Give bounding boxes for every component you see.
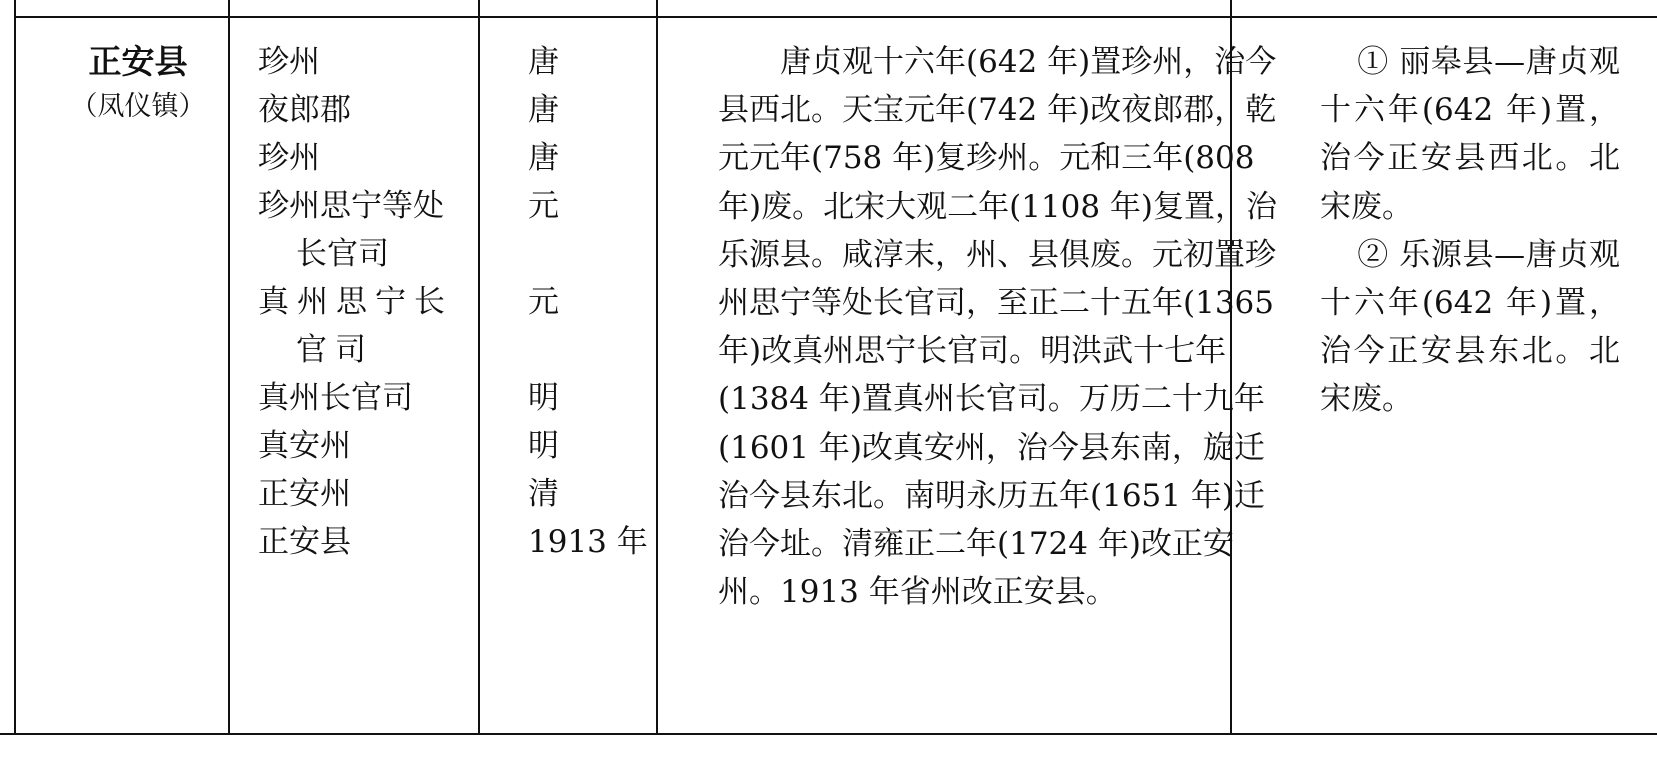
- era-label: 元: [528, 284, 559, 320]
- era-label: 明: [528, 380, 559, 416]
- table-border-left: [14, 0, 16, 735]
- county-seat: （凤仪镇）: [70, 91, 206, 122]
- notes-cell: [1320, 38, 1620, 424]
- era-label: 唐: [528, 140, 559, 176]
- table-bottom-rule: [0, 733, 1657, 735]
- historical-name: 正安州: [258, 476, 351, 512]
- history-text: 唐贞观十六年(642 年)置珍州，治今县西北。天宝元年(742 年)改夜郎郡，乾元元年(758 年)复珍州。元和三年(808 年)废。北宋大观二年(1108 年)复置，治乐源县。咸淳末，州、县俱废。元初置珍州思宁等处长官司，至正二十五年(1365 年)改真州思宁长官司。明洪武十七年(1384 年)置真州长官司。万历二十九年(1601 年)改真安州，治今县东南，旋迁治今县东北。南明永历五年(1651 年)迁治今址。清雍正二年(1724 年)改正安州。1913 年省州改正安县。: [718, 44, 1278, 611]
- era-label: 明: [528, 428, 559, 464]
- history-cell: [718, 38, 1293, 616]
- era-label: 唐: [528, 92, 559, 128]
- historical-name: 真州长官司: [258, 380, 413, 416]
- county-cell: [48, 38, 228, 128]
- table-row-top-rule: [14, 16, 1657, 18]
- historical-name: 真安州: [258, 428, 351, 464]
- era-label: 元: [528, 188, 559, 224]
- county-name: 正安县: [88, 42, 188, 81]
- era-spacer: [528, 326, 678, 374]
- historical-name: 珍州: [258, 140, 320, 176]
- era-label: 唐: [528, 44, 559, 80]
- era-label: 1913 年: [528, 524, 648, 560]
- historical-name: 夜郎郡: [258, 92, 351, 128]
- era-spacer: [528, 230, 678, 278]
- historical-name-continued: 长官司: [296, 236, 389, 272]
- note-item: ② 乐源县—唐贞观十六年(642 年)置，治今正安县东北。北宋废。: [1320, 236, 1620, 418]
- historical-name: 珍州思宁等处: [258, 188, 444, 224]
- historical-name: 珍州: [258, 44, 320, 80]
- historical-name-continued: 官司: [296, 332, 374, 368]
- column-divider-1: [228, 0, 230, 735]
- historical-name: 正安县: [258, 524, 351, 560]
- era-label: 清: [528, 476, 559, 512]
- historical-names-cell: [258, 38, 488, 566]
- note-item: ① 丽皋县—唐贞观十六年(642 年)置，治今正安县西北。北宋废。: [1320, 44, 1620, 225]
- historical-name: 真州思宁长: [258, 284, 453, 320]
- eras-cell: [528, 38, 678, 566]
